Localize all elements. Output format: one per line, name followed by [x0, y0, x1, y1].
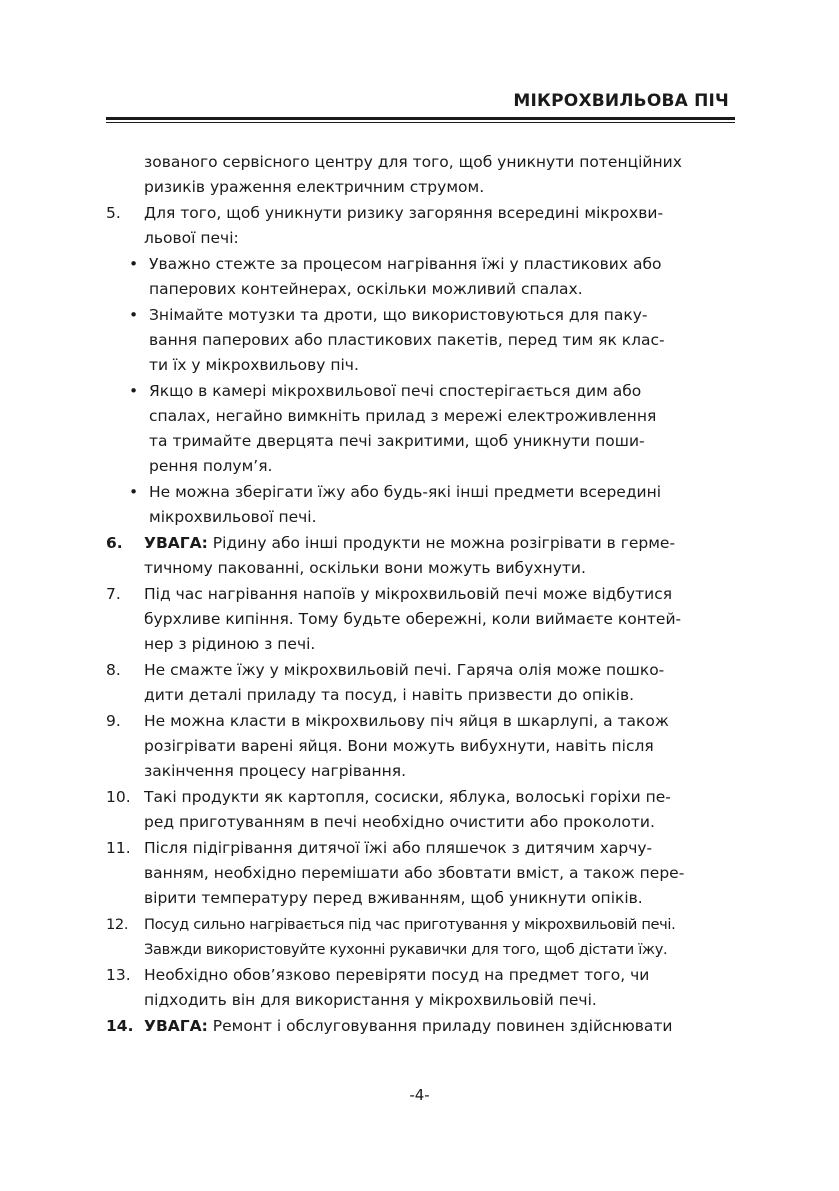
text-line: ред приготуванням в печі необхідно очистити або проколоти. [144, 813, 655, 831]
header-rule-thick [106, 117, 735, 120]
text-line: Необхідно обов’язково перевіряти посуд на предмет того, чи [144, 966, 650, 984]
text-line: спалах, негайно вимкніть прилад з мережі електроживлення [149, 407, 657, 425]
text-line: мікрохвильової печі. [149, 508, 317, 526]
bullet-icon: • [129, 483, 139, 501]
text-line: Такі продукти як картопля, сосиски, яблука, волоські горіхи пе- [144, 788, 671, 806]
bullet-item [128, 252, 733, 302]
page-number: -4- [409, 1086, 430, 1104]
text-fragment: Рідину або інші продукти не можна розігрівати в герме- [207, 534, 676, 552]
text-line: Уважно стежте за процесом нагрівання їжі у пластикових або [149, 255, 662, 273]
text-line: Якщо в камері мікрохвильової печі спостерігається дим або [149, 382, 642, 400]
text-fragment: Ремонт і обслуговування приладу повинен здійснювати [207, 1017, 673, 1035]
bullet-icon: • [129, 255, 139, 273]
text-line: рення полум’я. [149, 457, 273, 475]
text-line: бурхливе кипіння. Тому будьте обережні, коли виймаєте контей- [144, 610, 682, 628]
list-item-10 [106, 785, 733, 835]
item-number: 5. [106, 204, 121, 222]
text-line: Під час нагрівання напоїв у мікрохвильовій печі може відбутися [144, 585, 673, 603]
text-line: вання паперових або пластикових пакетів, перед тим як клас- [149, 331, 665, 349]
text-line: ризиків ураження електричним струмом. [144, 178, 485, 196]
warning-label: УВАГА: [144, 534, 208, 552]
text-line: льової печі: [144, 229, 239, 247]
text-line: Не смажте їжу у мікрохвильовій печі. Гаряча олія може пошко- [144, 661, 665, 679]
text-line: розігрівати варені яйця. Вони можуть вибухнути, навіть після [144, 737, 654, 755]
list-item-6 [106, 531, 733, 581]
warning-label: УВАГА: [144, 1017, 208, 1035]
text-line: дити деталі приладу та посуд, і навіть призвести до опіків. [144, 686, 635, 704]
text-line: Для того, щоб уникнути ризику загоряння всередині мікрохви- [144, 204, 664, 222]
item-number: 14. [106, 1017, 134, 1035]
item-number: 9. [106, 712, 121, 730]
text-line: Завжди використовуйте кухонні рукавички для того, щоб дістати їжу. [144, 941, 668, 958]
list-item-9 [106, 709, 733, 784]
text-line: Не можна зберігати їжу або будь-які інші предмети всередині [149, 483, 662, 501]
item-number: 8. [106, 661, 121, 679]
instructions-content [106, 150, 733, 1039]
text-line: тичному пакованні, оскільки вони можуть вибухнути. [144, 559, 586, 577]
intro-paragraph [106, 150, 733, 200]
list-item-11 [106, 836, 733, 911]
header-rule-thin [106, 122, 735, 123]
text-line: Посуд сильно нагрівається під час приготування у мікрохвильовій печі. [144, 916, 676, 933]
bullet-icon: • [129, 382, 139, 400]
text-line: підходить він для використання у мікрохвильовій печі. [144, 991, 597, 1009]
text-line: нер з рідиною з печі. [144, 635, 316, 653]
text-line: закінчення процесу нагрівання. [144, 762, 406, 780]
list-item-14 [106, 1014, 733, 1039]
bullet-item [128, 303, 733, 378]
item-number: 7. [106, 585, 121, 603]
list-item-13 [106, 963, 733, 1013]
text-line: ти їх у мікрохвильову піч. [149, 356, 359, 374]
bullet-icon: • [129, 306, 139, 324]
list-item-12 [106, 912, 733, 962]
list-item-8 [106, 658, 733, 708]
text-line: вірити температуру перед вживанням, щоб уникнути опіків. [144, 889, 643, 907]
text-line: паперових контейнерах, оскільки можливий спалах. [149, 280, 583, 298]
text-line: та тримайте дверцята печі закритими, щоб уникнути поши- [149, 432, 645, 450]
page-header-title: МІКРОХВИЛЬОВА ПІЧ [513, 91, 729, 111]
text-line [144, 1014, 733, 1039]
item-number: 13. [106, 966, 131, 984]
text-line: Після підігрівання дитячої їжі або пляшечок з дитячим харчу- [144, 839, 653, 857]
text-line: Знімайте мотузки та дроти, що використовуються для паку- [149, 306, 648, 324]
item-number: 12. [106, 916, 129, 933]
list-item-7 [106, 582, 733, 657]
text-line: Не можна класти в мікрохвильову піч яйця в шкарлупі, а також [144, 712, 669, 730]
item-number: 10. [106, 788, 131, 806]
text-line [144, 531, 733, 556]
item-number: 6. [106, 534, 123, 552]
bullet-item [128, 480, 733, 530]
text-line: зованого сервісного центру для того, щоб уникнути потенційних [144, 153, 682, 171]
text-line: ванням, необхідно перемішати або збовтати вміст, а також пере- [144, 864, 685, 882]
bullet-list [106, 252, 733, 530]
list-item-5 [106, 201, 733, 251]
item-number: 11. [106, 839, 131, 857]
bullet-item [128, 379, 733, 479]
